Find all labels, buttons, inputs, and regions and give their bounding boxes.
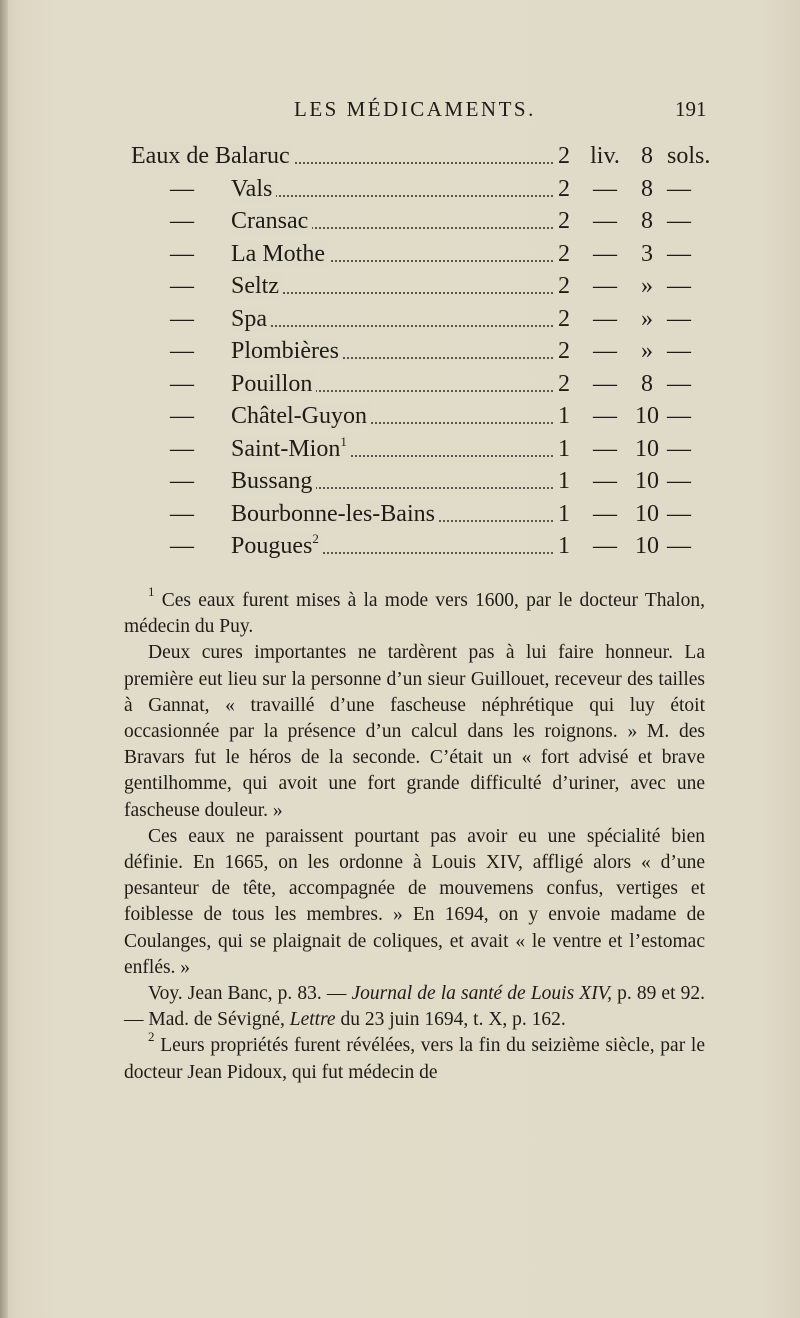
dot-leader <box>231 195 553 197</box>
spring-name-label <box>231 273 283 299</box>
sols-unit: — <box>667 240 691 267</box>
spring-name-cell <box>231 238 553 270</box>
ditto-dash: — <box>170 435 194 462</box>
sols-unit: — <box>667 435 691 462</box>
sols-unit: — <box>667 468 691 494</box>
sols-unit: — <box>667 208 691 234</box>
price-livres: 2 <box>558 208 570 234</box>
sols-unit: — <box>667 403 691 429</box>
livres-unit: — <box>593 468 617 494</box>
table-row <box>0 303 800 336</box>
price-sols: 10 <box>635 403 659 429</box>
reference-text: Voy. Jean Banc, p. 83. — <box>148 983 352 1005</box>
sols-unit: — <box>667 500 691 527</box>
spring-name-cell <box>231 335 553 367</box>
footnote-ref: 2 <box>312 531 319 546</box>
ditto-dash: — <box>170 533 194 559</box>
spring-name-label <box>231 533 323 559</box>
sols-unit: — <box>667 338 691 364</box>
livres-unit: — <box>593 533 617 559</box>
spring-name-label <box>231 208 312 234</box>
sols-unit: — <box>667 175 691 202</box>
ditto-dash: — <box>170 468 194 494</box>
livres-unit: — <box>593 403 617 429</box>
sols-unit: sols. <box>667 143 711 169</box>
table-row <box>0 368 800 401</box>
livres-unit: — <box>593 338 617 364</box>
price-sols: 10 <box>635 435 659 462</box>
price-sols: 8 <box>641 370 653 397</box>
spring-name-cell <box>231 400 553 432</box>
footnote-ref: 1 <box>340 433 347 449</box>
ditto-dash: — <box>170 500 194 527</box>
spring-name-label <box>131 143 294 169</box>
price-table <box>0 140 800 563</box>
price-sols: 10 <box>635 500 659 527</box>
livres-unit: — <box>593 240 617 267</box>
price-livres: 2 <box>558 305 570 332</box>
ditto-dash: — <box>170 175 194 202</box>
price-sols: » <box>641 273 653 299</box>
dot-leader <box>231 325 553 327</box>
footnotes <box>124 584 705 1086</box>
spring-name-label <box>231 371 316 397</box>
reference-text: p. 89 et 92. — Mad. de Sévigné, <box>124 983 705 1031</box>
spring-name: Pouillon <box>231 370 313 397</box>
spring-name-cell <box>231 465 553 497</box>
spring-name-label <box>231 501 439 527</box>
table-row <box>0 173 800 206</box>
table-row <box>0 270 800 303</box>
reference-title: Journal de la santé de Louis XIV, <box>351 983 612 1005</box>
ditto-dash: — <box>170 305 194 332</box>
price-sols: 3 <box>641 240 653 267</box>
price-livres: 2 <box>558 338 570 364</box>
table-row <box>0 433 800 466</box>
sols-unit: — <box>667 370 691 397</box>
spring-name-cell <box>231 173 553 205</box>
livres-unit: — <box>593 435 617 462</box>
sols-unit: — <box>667 273 691 299</box>
spring-name: Plombières <box>231 338 339 364</box>
ditto-dash: — <box>170 338 194 364</box>
footnote-2 <box>124 1029 705 1085</box>
ditto-dash: — <box>170 208 194 234</box>
spring-name-cell <box>231 498 553 530</box>
spring-name: Eaux de Balaruc <box>131 143 290 169</box>
spring-name-label <box>231 468 316 494</box>
sols-unit: — <box>667 305 691 332</box>
livres-unit: liv. <box>590 143 620 169</box>
spring-name: La Mothe <box>231 240 325 267</box>
price-sols: » <box>641 338 653 364</box>
livres-unit: — <box>593 175 617 202</box>
spring-name-label <box>231 241 329 267</box>
price-sols: 10 <box>635 533 659 559</box>
livres-unit: — <box>593 500 617 527</box>
livres-unit: — <box>593 370 617 397</box>
footnote-paragraph: Deux cures importantes ne tardèrent pas à lui faire honneur. La première eut lieu sur la personne d’un sieur Guillouet, receveur des tailles à Gannat, « travaillé d’une fascheuse néphrétique qui luy étoit occasionnée par la présence d’un calcul dans les roignons. » M. des Bravars fut le héros de la seconde. C’était un « fort advisé et brave gentilhomme, qui avoit une fort grande difficulté d’uriner, avec une fascheuse douleur. » <box>124 642 705 821</box>
price-livres: 1 <box>558 435 570 462</box>
spring-name-cell <box>231 368 553 400</box>
spring-name: Saint-Mion <box>231 435 341 462</box>
spring-name-cell <box>231 303 553 335</box>
spring-name-cell <box>131 140 553 172</box>
table-row <box>0 335 800 368</box>
spring-name: Bourbonne-les-Bains <box>231 500 435 527</box>
price-livres: 2 <box>558 143 570 169</box>
reference-title: Lettre <box>289 1009 336 1031</box>
livres-unit: — <box>593 305 617 332</box>
table-row <box>0 205 800 238</box>
spring-name: Spa <box>231 305 267 332</box>
ditto-dash: — <box>170 370 194 397</box>
spring-name: Seltz <box>231 273 279 299</box>
price-sols: 8 <box>641 208 653 234</box>
spring-name: Bussang <box>231 468 313 494</box>
footnote-text: Leurs propriétés furent révélées, vers la fin du seizième siècle, par le docteur Jean Pidoux, qui fut médecin de <box>124 1035 705 1083</box>
spring-name-label <box>231 306 271 332</box>
table-row <box>0 530 800 563</box>
footnote-paragraph: Ces eaux ne paraissent pourtant pas avoir eu une spécialité bien définie. En 1665, on les ordonne à Louis XIV, affligé alors « d’une pesanteur de tête, accompagnée de mouvemens confus, vertiges et foiblesse de tous les membres. » En 1694, on y envoie madame de Coulanges, qui se plaignait de coliques, et avait « le ventre et l’estomac enflés. » <box>124 825 705 978</box>
price-livres: 2 <box>558 240 570 267</box>
reference-text: du 23 juin 1694, t. X, p. 162. <box>335 1009 566 1031</box>
table-row <box>0 400 800 433</box>
table-row <box>0 238 800 271</box>
price-sols: 8 <box>641 175 653 202</box>
livres-unit: — <box>593 208 617 234</box>
page-header <box>0 97 800 127</box>
price-sols: 8 <box>641 143 653 169</box>
spring-name-cell <box>231 433 553 465</box>
price-livres: 1 <box>558 533 570 559</box>
footnote-marker: 2 <box>148 1029 155 1045</box>
footnote-text: Ces eaux furent mises à la mode vers 1600, par le docteur Thalon, médecin du Puy. <box>124 590 705 638</box>
price-livres: 2 <box>558 175 570 202</box>
page-number: 191 <box>675 97 707 121</box>
spring-name-label <box>231 176 276 202</box>
spring-name-label <box>231 433 351 462</box>
table-row <box>0 465 800 498</box>
footnote-marker: 1 <box>148 584 155 599</box>
spring-name: Pougues <box>231 533 313 559</box>
price-livres: 2 <box>558 370 570 397</box>
spring-name: Châtel-Guyon <box>231 403 367 429</box>
ditto-dash: — <box>170 240 194 267</box>
footnote-references <box>124 981 705 1033</box>
ditto-dash: — <box>170 403 194 429</box>
running-head: LES MÉDICAMENTS. <box>294 97 536 121</box>
table-row <box>0 498 800 531</box>
spring-name-cell <box>231 205 553 237</box>
footnote-1 <box>124 584 705 640</box>
spring-name: Cransac <box>231 208 309 234</box>
price-livres: 1 <box>558 403 570 429</box>
spring-name-cell <box>231 530 553 562</box>
spring-name-label <box>231 403 371 429</box>
price-sols: 10 <box>635 468 659 494</box>
ditto-dash: — <box>170 273 194 299</box>
spring-name: Vals <box>231 175 273 202</box>
spring-name-cell <box>231 270 553 302</box>
spring-name-label <box>231 338 343 364</box>
livres-unit: — <box>593 273 617 299</box>
sols-unit: — <box>667 533 691 559</box>
price-livres: 2 <box>558 273 570 299</box>
price-livres: 1 <box>558 468 570 494</box>
table-row <box>0 140 800 173</box>
price-sols: » <box>641 305 653 332</box>
price-livres: 1 <box>558 500 570 527</box>
